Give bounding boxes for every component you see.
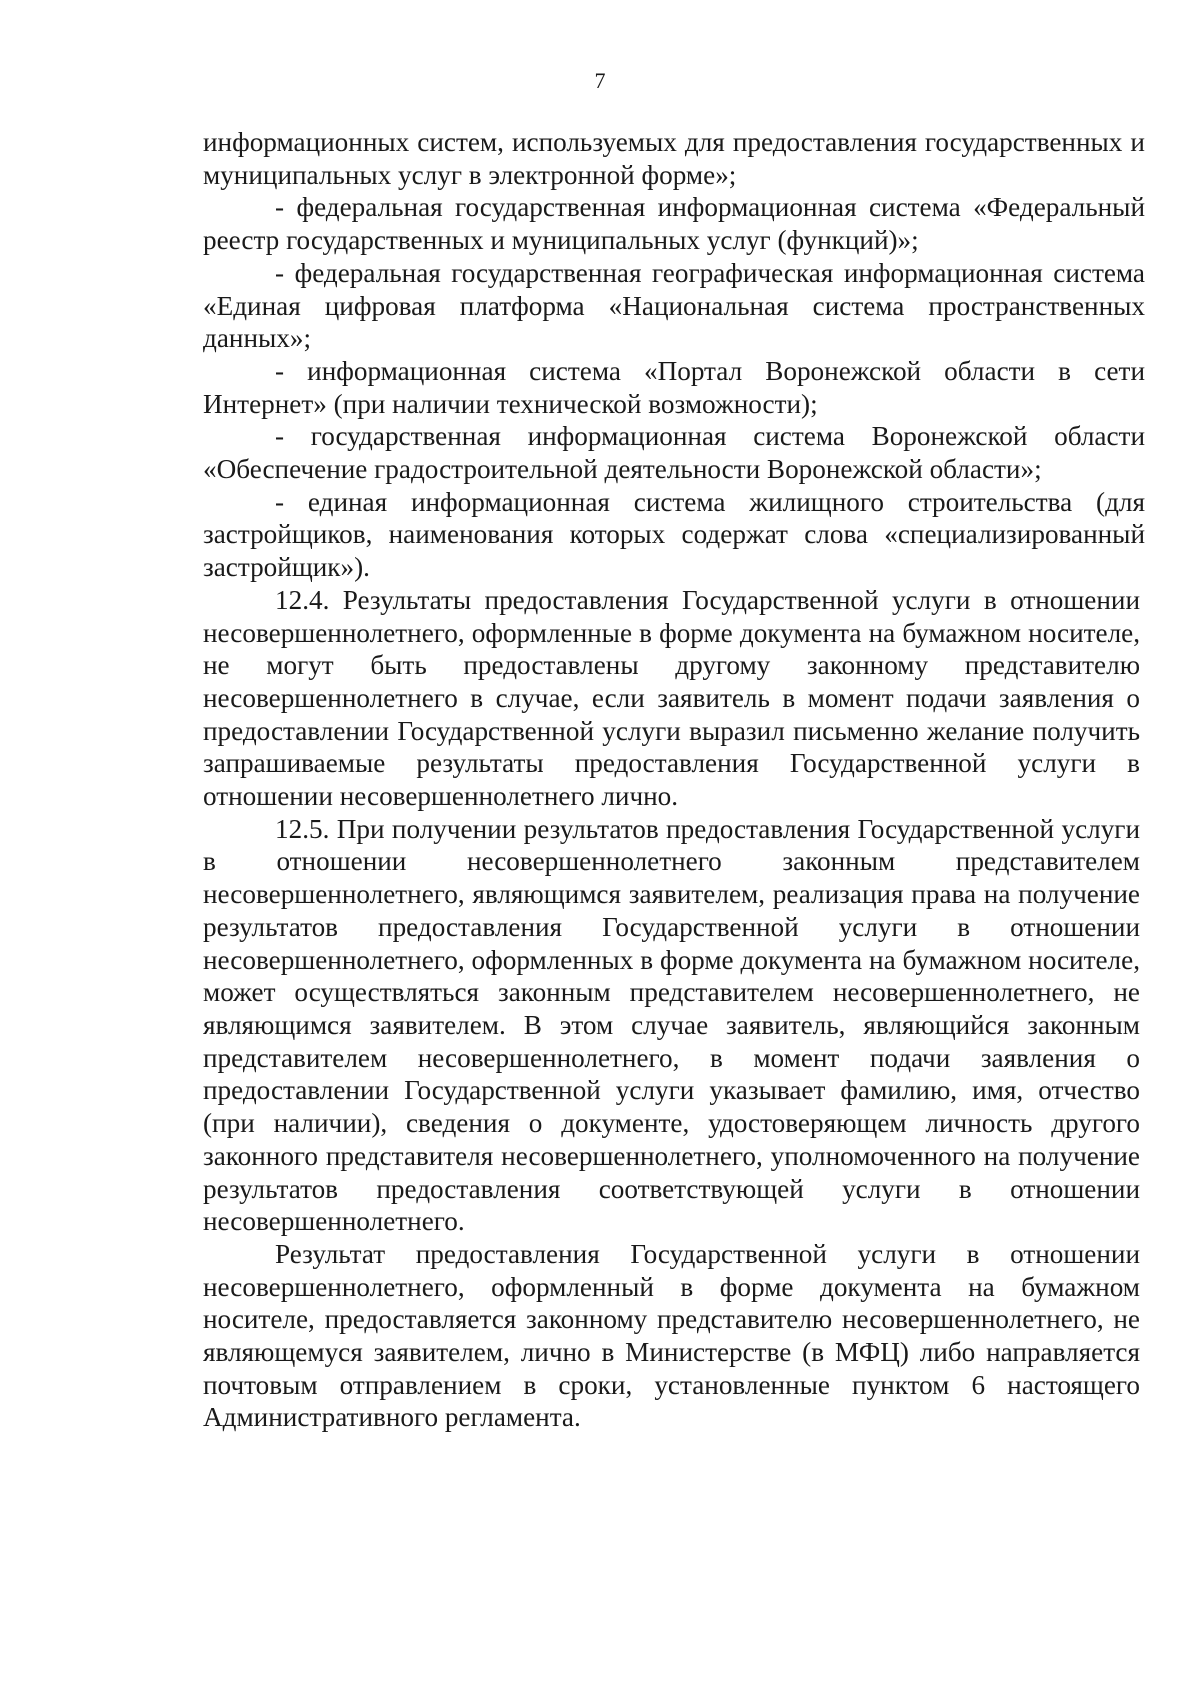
- list-item-federal-registry: - федеральная государственная информационная система «Федеральный реестр государственных и муниципальных услуг (функций)»;: [203, 192, 1145, 256]
- list-item-housing-construction-system: - единая информационная система жилищного строительства (для застройщиков, наименования которых содержат слова «специализированный застройщик»).: [203, 486, 1145, 583]
- clause-12-5: 12.5. При получении результатов предоставления Государственной услуги в отношении несовершеннолетнего законным представителем несовершеннолетнего, являющимся заявителем, реализация права на получение результатов предоставления Государственной услуги в отношении несовершеннолетнего, оформленных в форме документа на бумажном носителе, может осуществляться законным представителем несовершеннолетнего, не являющимся заявителем. В этом случае заявитель, являющийся законным представителем несовершеннолетнего, в момент подачи заявления о предоставлении Государственной услуги указывает фамилию, имя, отчество (при наличии), сведения о документе, удостоверяющем личность другого законного представителя несовершеннолетнего, уполномоченного на получение результатов предоставления соответствующей услуги в отношении несовершеннолетнего.: [203, 813, 1140, 1237]
- document-body: [203, 126, 1145, 1434]
- clause-12-4: 12.4. Результаты предоставления Государственной услуги в отношении несовершеннолетнего, оформленные в форме документа на бумажном носителе, не могут быть предоставлены другому законному представителю несовершеннолетнего в случае, если заявитель в момент подачи заявления о предоставлении Государственной услуги выразил письменно желание получить запрашиваемые результаты предоставления Государственной услуги в отношении несовершеннолетнего лично.: [203, 584, 1140, 812]
- page-number: 7: [594, 68, 606, 93]
- paragraph-result-delivery: Результат предоставления Государственной услуги в отношении несовершеннолетнего, оформленный в форме документа на бумажном носителе, предоставляется законному представителю несовершеннолетнего, не являющемуся заявителем, лично в Министерстве (в МФЦ) либо направляется почтовым отправлением в сроки, установленные пунктом 6 настоящего Административного регламента.: [203, 1238, 1140, 1433]
- list-item-voronezh-portal: - информационная система «Портал Воронежской области в сети Интернет» (при наличии технической возможности);: [203, 355, 1145, 419]
- list-item-spatial-data-platform: - федеральная государственная географическая информационная система «Единая цифровая платформа «Национальная система пространственных данных»;: [203, 257, 1145, 354]
- list-item-urban-planning-system: - государственная информационная система Воронежской области «Обеспечение градостроительной деятельности Воронежской области»;: [203, 421, 1145, 485]
- paragraph-continuation: информационных систем, используемых для предоставления государственных и муниципальных услуг в электронной форме»;: [203, 127, 1145, 190]
